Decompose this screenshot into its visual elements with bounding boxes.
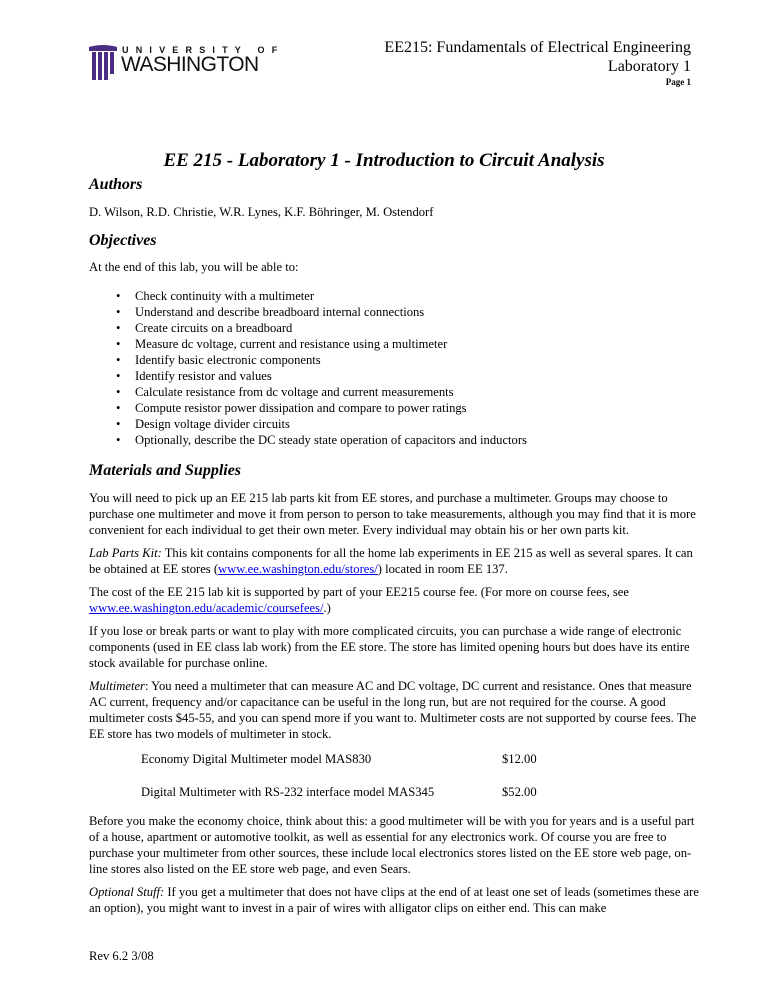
uw-logo: [88, 40, 285, 80]
page-number: Page 1: [665, 77, 691, 87]
kit-text-end: ) located in room EE 137.: [377, 562, 508, 576]
model-price: $12.00: [502, 752, 537, 766]
authors-names: D. Wilson, R.D. Christie, W.R. Lynes, K.F. Böhringer, M. Ostendorf: [89, 205, 434, 219]
optional-label: Optional Stuff:: [89, 885, 165, 899]
objectives-intro: At the end of this lab, you will be able to:: [89, 260, 299, 274]
page-header: [384, 38, 691, 88]
multimeter-label: Multimeter: [89, 679, 145, 693]
price-row: [89, 784, 699, 800]
column-logo-icon: [88, 44, 118, 82]
list-item: • Measure dc voltage, current and resistance using a multimeter: [89, 336, 699, 352]
objectives-heading: Objectives: [89, 232, 157, 249]
list-item: • Design voltage divider circuits: [89, 416, 699, 432]
list-item: • Identify basic electronic components: [89, 352, 699, 368]
list-item: • Identify resistor and values: [89, 368, 699, 384]
lab-kit-paragraph: [89, 545, 699, 577]
list-item: • Create circuits on a breadboard: [89, 320, 699, 336]
list-item: • Compute resistor power dissipation and compare to power ratings: [89, 400, 699, 416]
list-item: • Understand and describe breadboard internal connections: [89, 304, 699, 320]
list-item: • Optionally, describe the DC steady state operation of capacitors and inductors: [89, 432, 699, 448]
course-fees-link[interactable]: www.ee.washington.edu/academic/coursefees/: [89, 601, 324, 615]
before-paragraph: Before you make the economy choice, think about this: a good multimeter will be with you for years and is a useful part of a house, apartment or automotive toolkit, as well as essential for any electronics work. Of course you are free to purchase your multimeter from other sources, these include local electronics stores listed on the EE store web page, on-line stores also listed on the EE store web page, and even Sears.: [89, 814, 695, 876]
materials-intro: You will need to pick up an EE 215 lab parts kit from EE stores, and purchase a multimeter. Groups may choose to purchase one multimeter and move it from person to person to take measurements, although you may find that it is more convenient for each individual to get their own meter. Every individual may obtain his or her own parts kit.: [89, 491, 696, 537]
objectives-list: [89, 288, 699, 448]
logo-text-bottom: WASHINGTON: [121, 53, 259, 76]
footer-area: [89, 948, 154, 964]
course-title: EE215: Fundamentals of Electrical Engineering: [384, 39, 691, 56]
cost-text-end: .): [323, 601, 331, 615]
optional-paragraph: [89, 884, 699, 916]
lose-parts-paragraph: If you lose or break parts or want to play with more complicated circuits, you can purchase a wide range of electronic components (used in EE class lab work) from the EE store. The store has limited opening hours but does have its entire stock available for purchase online.: [89, 624, 690, 670]
document-title: EE 215 - Laboratory 1 - Introduction to Circuit Analysis: [163, 150, 605, 171]
model-name: Digital Multimeter with RS-232 interface model MAS345: [141, 785, 435, 799]
document-body: [89, 175, 699, 916]
price-row: [89, 751, 699, 767]
kit-text: This kit contains components for all the home lab experiments in EE 215 as well as several spares. It can be obtained at EE stores (: [89, 546, 693, 576]
list-item: • Calculate resistance from dc voltage and current measurements: [89, 384, 699, 400]
cost-paragraph: [89, 584, 699, 616]
model-name: Economy Digital Multimeter model MAS830: [141, 752, 372, 766]
multimeter-paragraph: [89, 678, 699, 742]
revision-footer: Rev 6.2 3/08: [89, 949, 154, 963]
multimeter-text: : You need a multimeter that can measure AC and DC voltage, DC current and resistance. Ones that measure AC current, frequency and/or capacitance can be useful in the long run, but are not required for the course. A good multimeter costs $45-55, and you can spend more if you want to. Multimeter costs are not supported by course fees. The EE store has two models of multimeter in stock.: [89, 679, 697, 741]
materials-heading: Materials and Supplies: [89, 462, 242, 479]
list-item: • Check continuity with a multimeter: [89, 288, 699, 304]
optional-text: If you get a multimeter that does not have clips at the end of at least one set of leads (sometimes these are an option), you might want to invest in a pair of wires with alligator clips on either end. This can make: [89, 885, 699, 915]
logo-text-top: UNIVERSITY OF: [122, 45, 285, 55]
authors-heading: Authors: [89, 176, 143, 193]
stores-link[interactable]: www.ee.washington.edu/stores/: [218, 562, 378, 576]
model-price: $52.00: [502, 785, 537, 799]
cost-text: The cost of the EE 215 lab kit is supported by part of your EE215 course fee. (For more on course fees, see: [89, 585, 629, 599]
lab-number: Laboratory 1: [607, 58, 691, 75]
kit-label: Lab Parts Kit:: [89, 546, 162, 560]
